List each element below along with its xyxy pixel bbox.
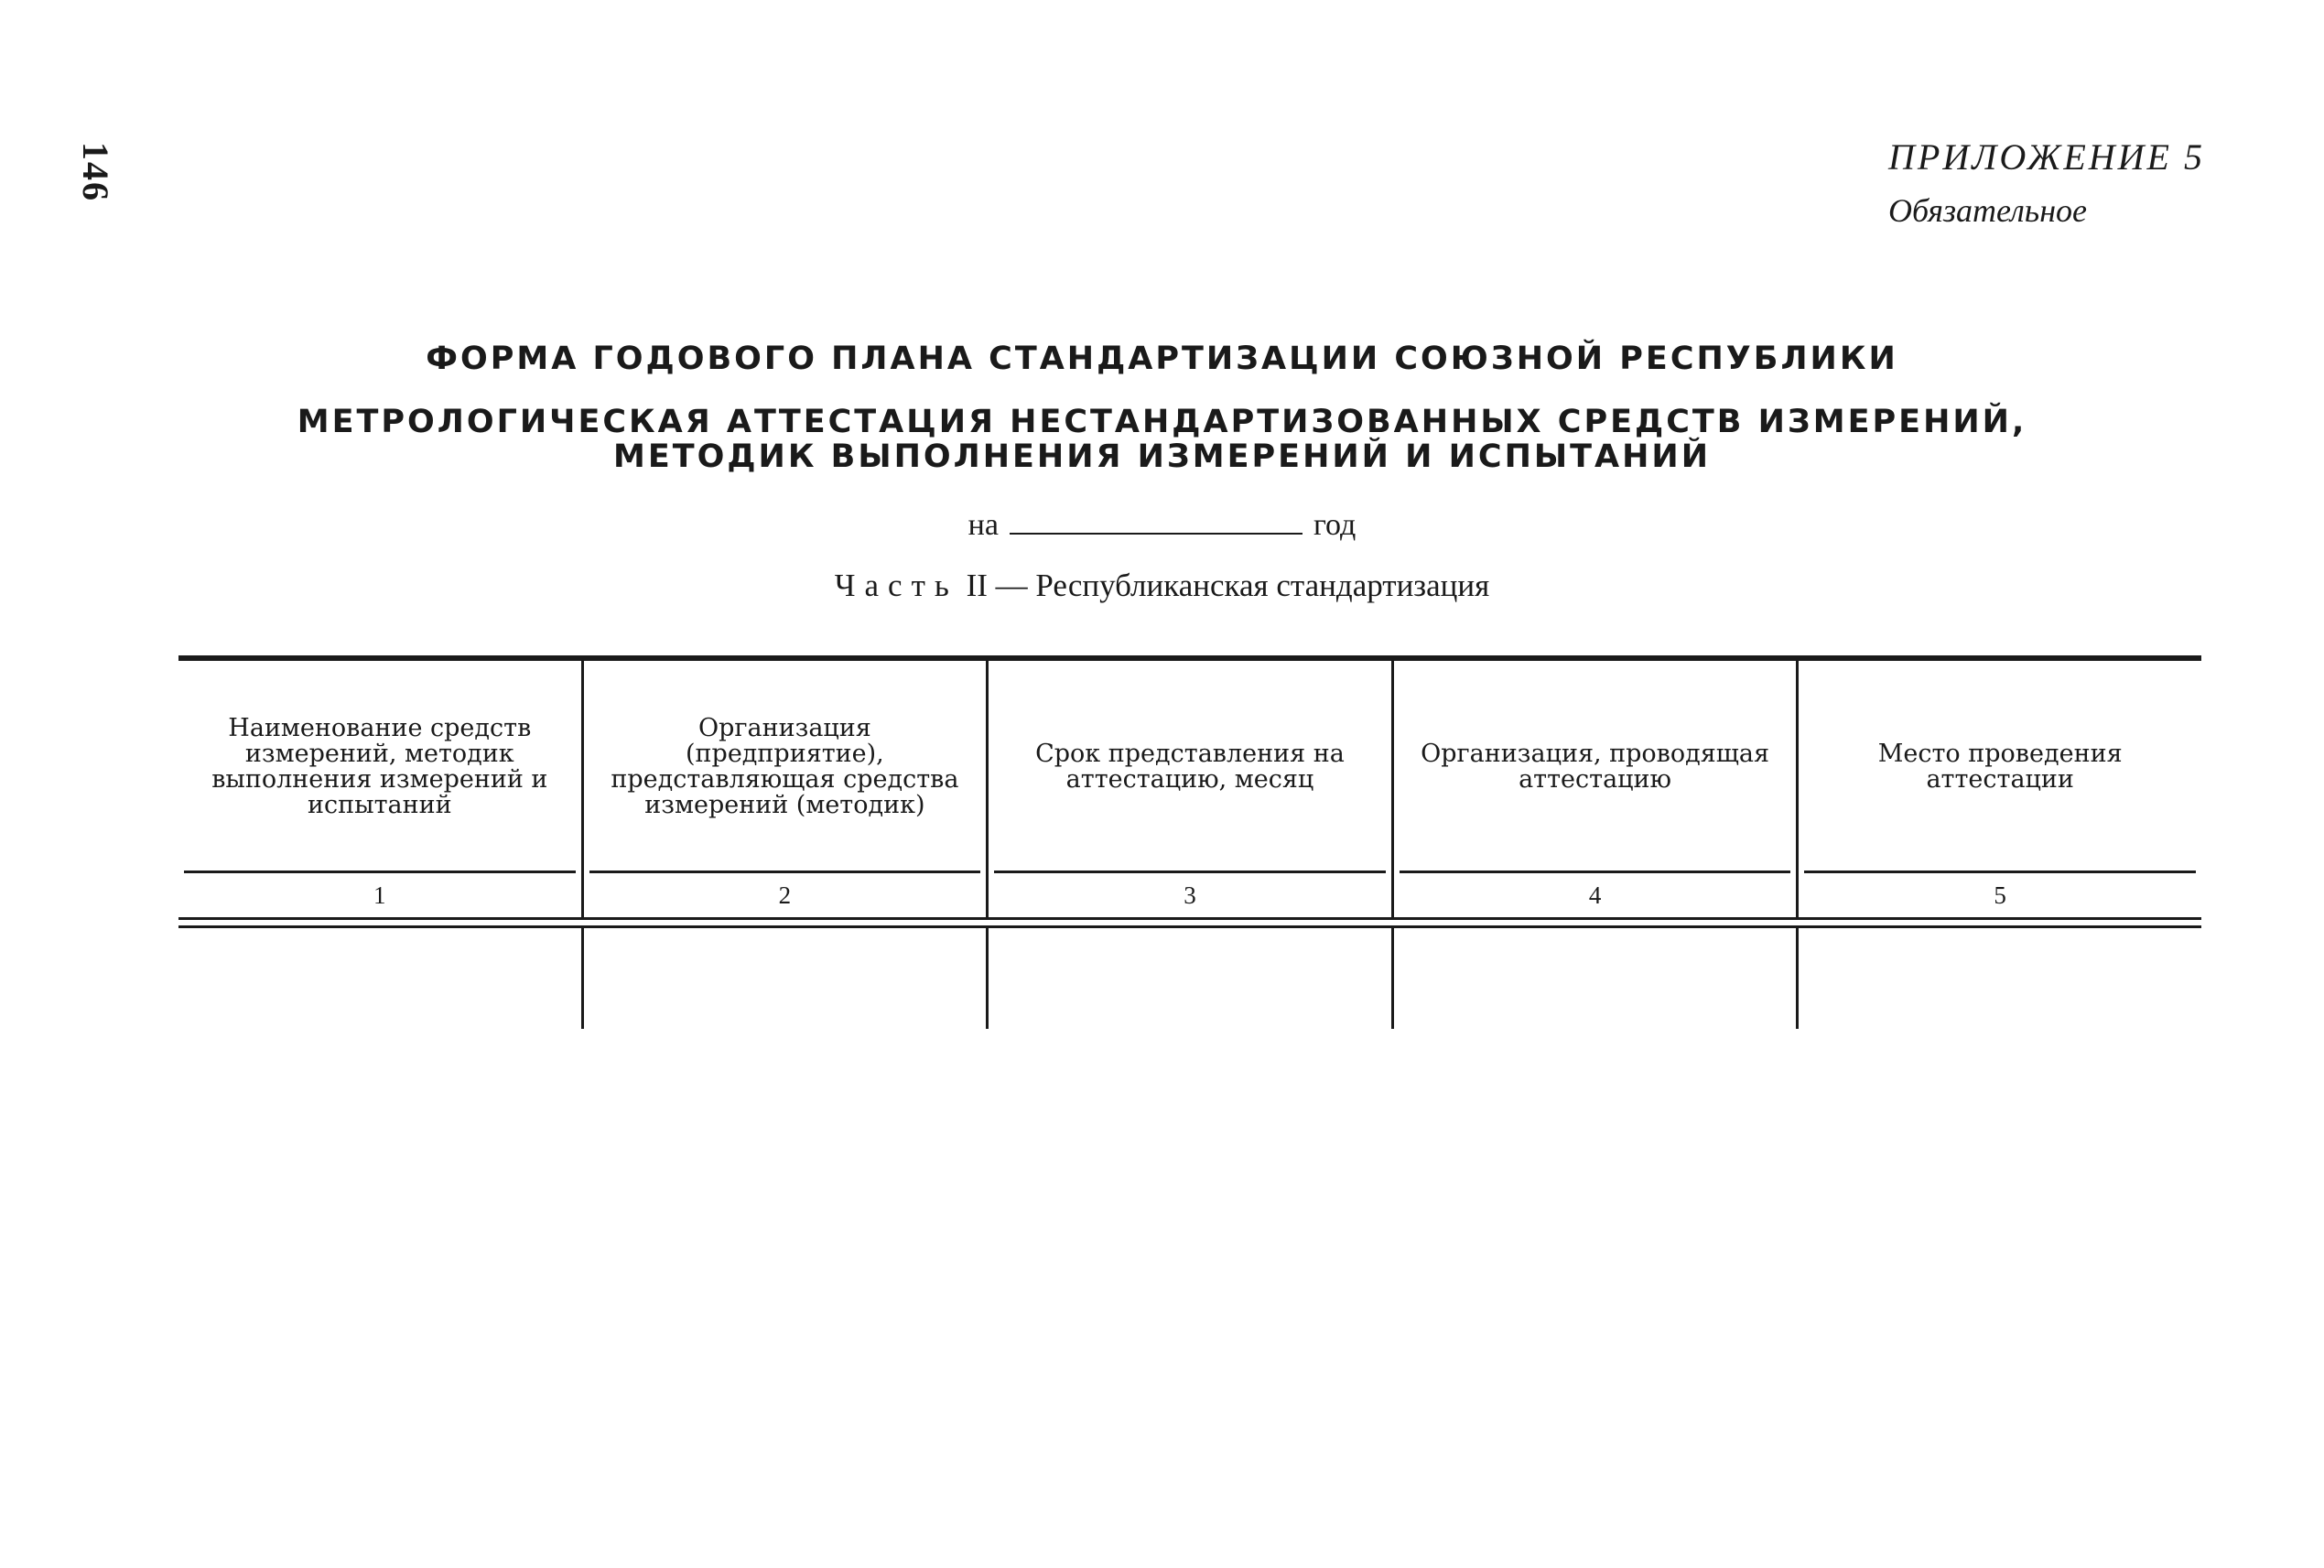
appendix-note: Обязательное	[1888, 192, 2088, 229]
column-number-1: 1	[373, 881, 386, 909]
table-cell	[178, 928, 581, 1029]
column-header-2: Организация (предприятие), представляющая средства измерений (методик)	[581, 661, 987, 873]
appendix-title: ПРИЛОЖЕНИЕ 5	[1888, 136, 2205, 178]
year-prefix: на	[967, 508, 999, 542]
column-number-5: 5	[1796, 873, 2201, 917]
part-line	[0, 568, 2324, 604]
plan-table	[178, 655, 2201, 1029]
table-double-rule	[178, 917, 2201, 928]
table-header-row	[178, 661, 2201, 873]
part-title: II — Республиканская стандартизация	[966, 568, 1490, 603]
table-cell	[1391, 928, 1797, 1029]
column-header-5: Место проведения аттестации	[1796, 661, 2201, 873]
column-header-1: Наименование средств измерений, методик выполнения измерений и испытаний	[178, 661, 581, 873]
column-number-row	[178, 873, 2201, 917]
year-suffix: год	[1313, 508, 1357, 542]
column-number-3: 3	[986, 873, 1391, 917]
form-subtitle-line-1: МЕТРОЛОГИЧЕСКАЯ АТТЕСТАЦИЯ НЕСТАНДАРТИЗОВАННЫХ СРЕДСТВ ИЗМЕРЕНИЙ,	[297, 404, 2027, 440]
year-line	[0, 507, 2324, 543]
page-number: 146	[75, 142, 116, 202]
column-number-2: 2	[581, 873, 987, 917]
table-cell	[1796, 928, 2201, 1029]
table-row	[178, 928, 2201, 1029]
appendix-label	[1888, 135, 2205, 230]
year-blank-field	[1010, 507, 1303, 535]
part-word: Часть	[834, 568, 958, 603]
form-subtitle-line-2: МЕТОДИК ВЫПОЛНЕНИЯ ИЗМЕРЕНИЙ И ИСПЫТАНИЙ	[613, 438, 1711, 475]
column-header-3: Срок представления на аттестацию, месяц	[986, 661, 1391, 873]
column-header-4: Организация, проводящая аттестацию	[1391, 661, 1797, 873]
table-cell	[986, 928, 1391, 1029]
form-subtitle	[0, 405, 2324, 474]
table-cell	[581, 928, 987, 1029]
form-title: ФОРМА ГОДОВОГО ПЛАНА СТАНДАРТИЗАЦИИ СОЮЗНОЙ РЕСПУБЛИКИ	[426, 341, 1898, 377]
column-number-4: 4	[1391, 873, 1797, 917]
